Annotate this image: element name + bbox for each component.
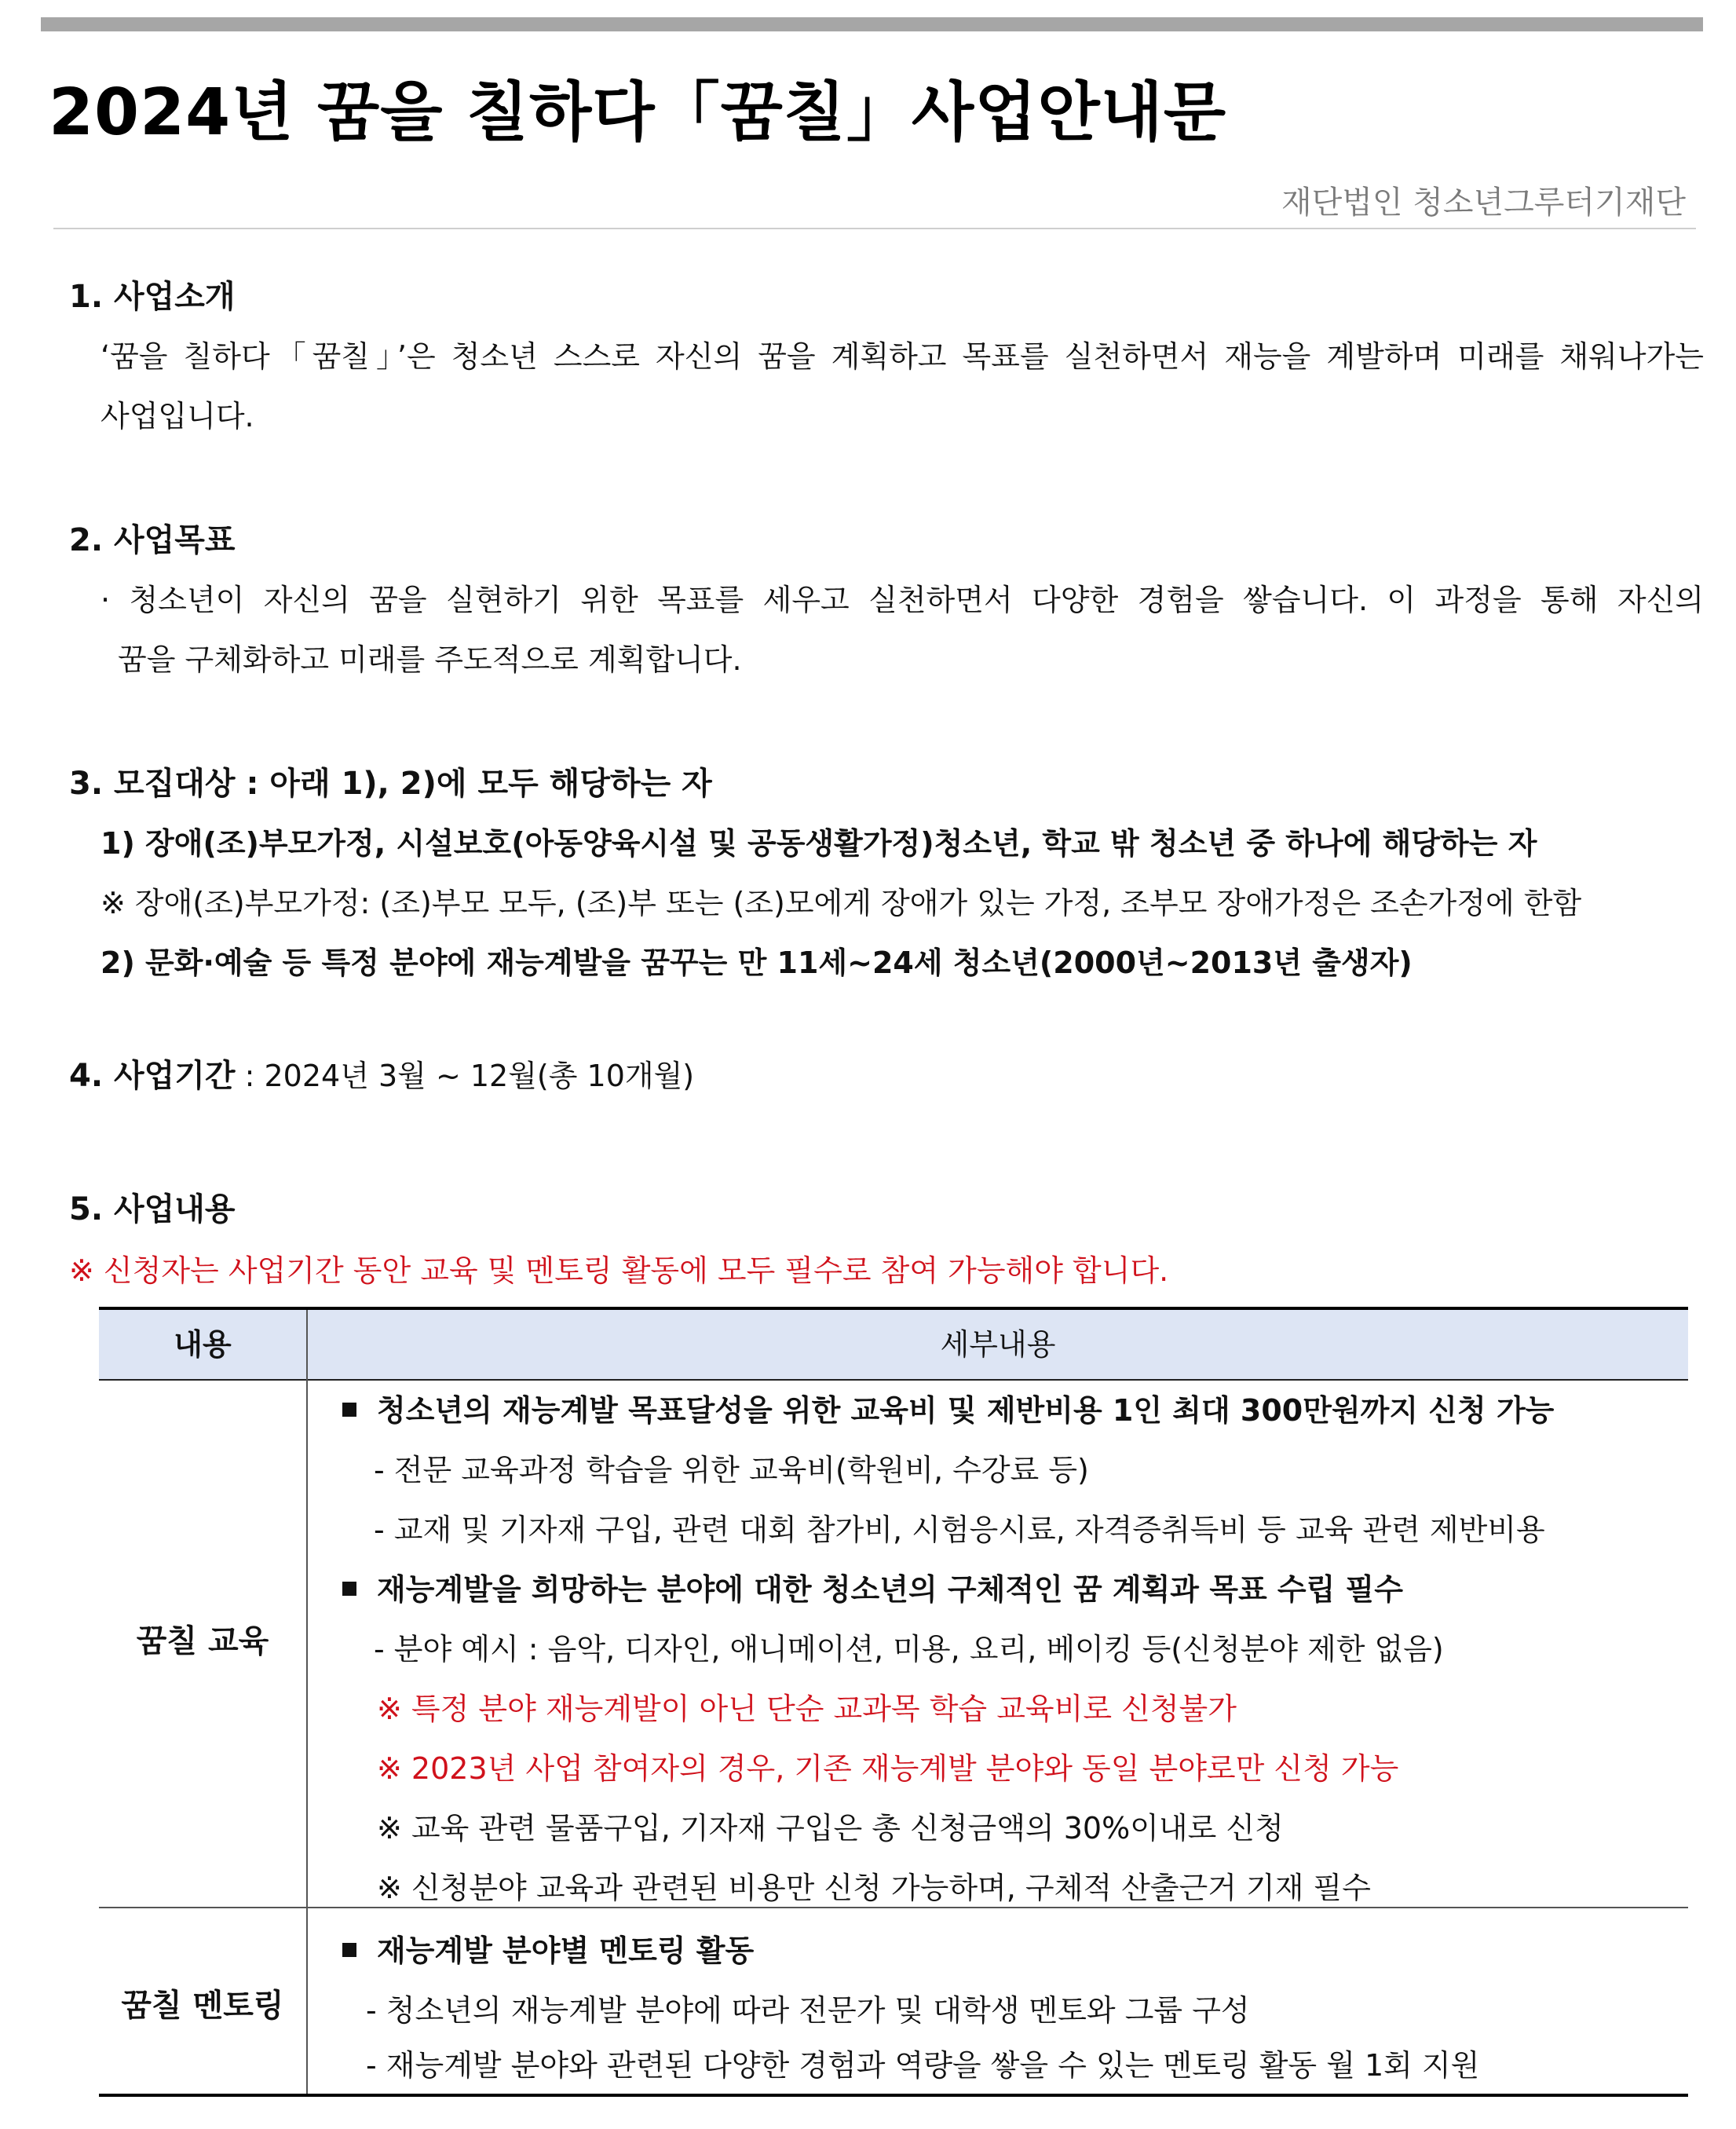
goal-text-line2: 꿈을 구체화하고 미래를 주도적으로 계획합니다. xyxy=(118,642,742,677)
mentoring-line-3: - 재능계발 분야와 관련된 다양한 경험과 역량을 쌓을 수 있는 멘토링 활동 월 1회 지원 xyxy=(366,2048,1480,2083)
top-divider-bar xyxy=(41,17,1703,31)
education-line-4: 재능계발을 희망하는 분야에 대한 청소년의 구체적인 꿈 계획과 목표 수립 필수 xyxy=(377,1572,1403,1607)
section-heading-period: 4. 사업기간 xyxy=(69,1058,236,1094)
document-title: 2024년 꿈을 칠하다「꿈칠」사업안내문 xyxy=(49,75,1227,150)
intro-text-line1: ‘꿈을 칠하다「꿈칠」’은 청소년 스스로 자신의 꿈을 계획하고 목표를 실천하면서 재능을 계발하며 미래를 채워나가는 xyxy=(101,339,1704,374)
mentoring-line-2: - 청소년의 재능계발 분야에 따라 전문가 및 대학생 멘토와 그룹 구성 xyxy=(366,1993,1250,2028)
participation-notice: ※ 신청자는 사업기간 동안 교육 및 멘토링 활동에 모두 필수로 참여 가능해야 합니다. xyxy=(69,1253,1169,1288)
table-bottom-border xyxy=(99,2094,1688,2097)
mentoring-line-1: 재능계발 분야별 멘토링 활동 xyxy=(377,1933,755,1968)
section-heading-intro: 1. 사업소개 xyxy=(69,279,236,315)
table-row xyxy=(342,1930,754,1971)
education-line-9: ※ 신청분야 교육과 관련된 비용만 신청 가능하며, 구체적 산출근거 기재 필수 xyxy=(377,1871,1371,1905)
goal-text-line1: · 청소년이 자신의 꿈을 실현하기 위한 목표를 세우고 실천하면서 다양한 경험을 쌓습니다. 이 과정을 통해 자신의 xyxy=(101,583,1704,617)
row-category-education: 꿈칠 교육 xyxy=(136,1623,269,1659)
education-line-2: - 전문 교육과정 학습을 위한 교육비(학원비, 수강료 등) xyxy=(374,1453,1089,1487)
education-line-6: ※ 특정 분야 재능계발이 아닌 단순 교과목 학습 교육비로 신청불가 xyxy=(377,1692,1237,1726)
square-bullet-icon xyxy=(342,1943,356,1957)
education-line-5: - 분야 예시 : 음악, 디자인, 애니메이션, 미용, 요리, 베이킹 등(신청분야 제한 없음) xyxy=(374,1632,1444,1666)
period-value: : 2024년 3월 ~ 12월(총 10개월) xyxy=(244,1059,695,1093)
table-row xyxy=(342,1390,1554,1431)
row-category-mentoring: 꿈칠 멘토링 xyxy=(121,1988,284,2024)
table-header-content: 내용 xyxy=(174,1327,232,1362)
square-bullet-icon xyxy=(342,1403,356,1417)
education-line-8: ※ 교육 관련 물품구입, 기자재 구입은 총 신청금액의 30%이내로 신청 xyxy=(377,1811,1284,1845)
education-line-3: - 교재 및 기자재 구입, 관련 대회 참가비, 시험응시료, 자격증취득비 등 교육 관련 제반비용 xyxy=(374,1513,1545,1547)
period-row xyxy=(69,1055,694,1096)
table-column-divider xyxy=(306,1310,308,2095)
table-header-details: 세부내용 xyxy=(940,1327,1056,1362)
header-rule xyxy=(53,228,1696,229)
square-bullet-icon xyxy=(342,1582,356,1596)
section-heading-content: 5. 사업내용 xyxy=(69,1191,236,1227)
education-line-1: 청소년의 재능계발 목표달성을 위한 교육비 및 제반비용 1인 최대 300만원까지 신청 가능 xyxy=(377,1393,1555,1428)
target-item-2: 2) 문화·예술 등 특정 분야에 재능계발을 꿈꾸는 만 11세~24세 청소년(2000년~2013년 출생자) xyxy=(101,946,1413,980)
intro-text-line2: 사업입니다. xyxy=(101,399,254,433)
target-note-1: ※ 장애(조)부모가정: (조)부모 모두, (조)부 또는 (조)모에게 장애가 있는 가정, 조부모 장애가정은 조손가정에 한함 xyxy=(101,886,1582,920)
organization-name: 재단법인 청소년그루터기재단 xyxy=(1281,185,1686,221)
table-header-divider xyxy=(99,1379,1688,1381)
table-row xyxy=(342,1569,1403,1610)
education-line-7: ※ 2023년 사업 참여자의 경우, 기존 재능계발 분야와 동일 분야로만 신청 가능 xyxy=(377,1751,1399,1786)
section-heading-target: 3. 모집대상 : 아래 1), 2)에 모두 해당하는 자 xyxy=(69,766,712,802)
section-heading-goal: 2. 사업목표 xyxy=(69,522,236,558)
target-item-1: 1) 장애(조)부모가정, 시설보호(아동양육시설 및 공동생활가정)청소년, 학교 밖 청소년 중 하나에 해당하는 자 xyxy=(101,826,1537,861)
